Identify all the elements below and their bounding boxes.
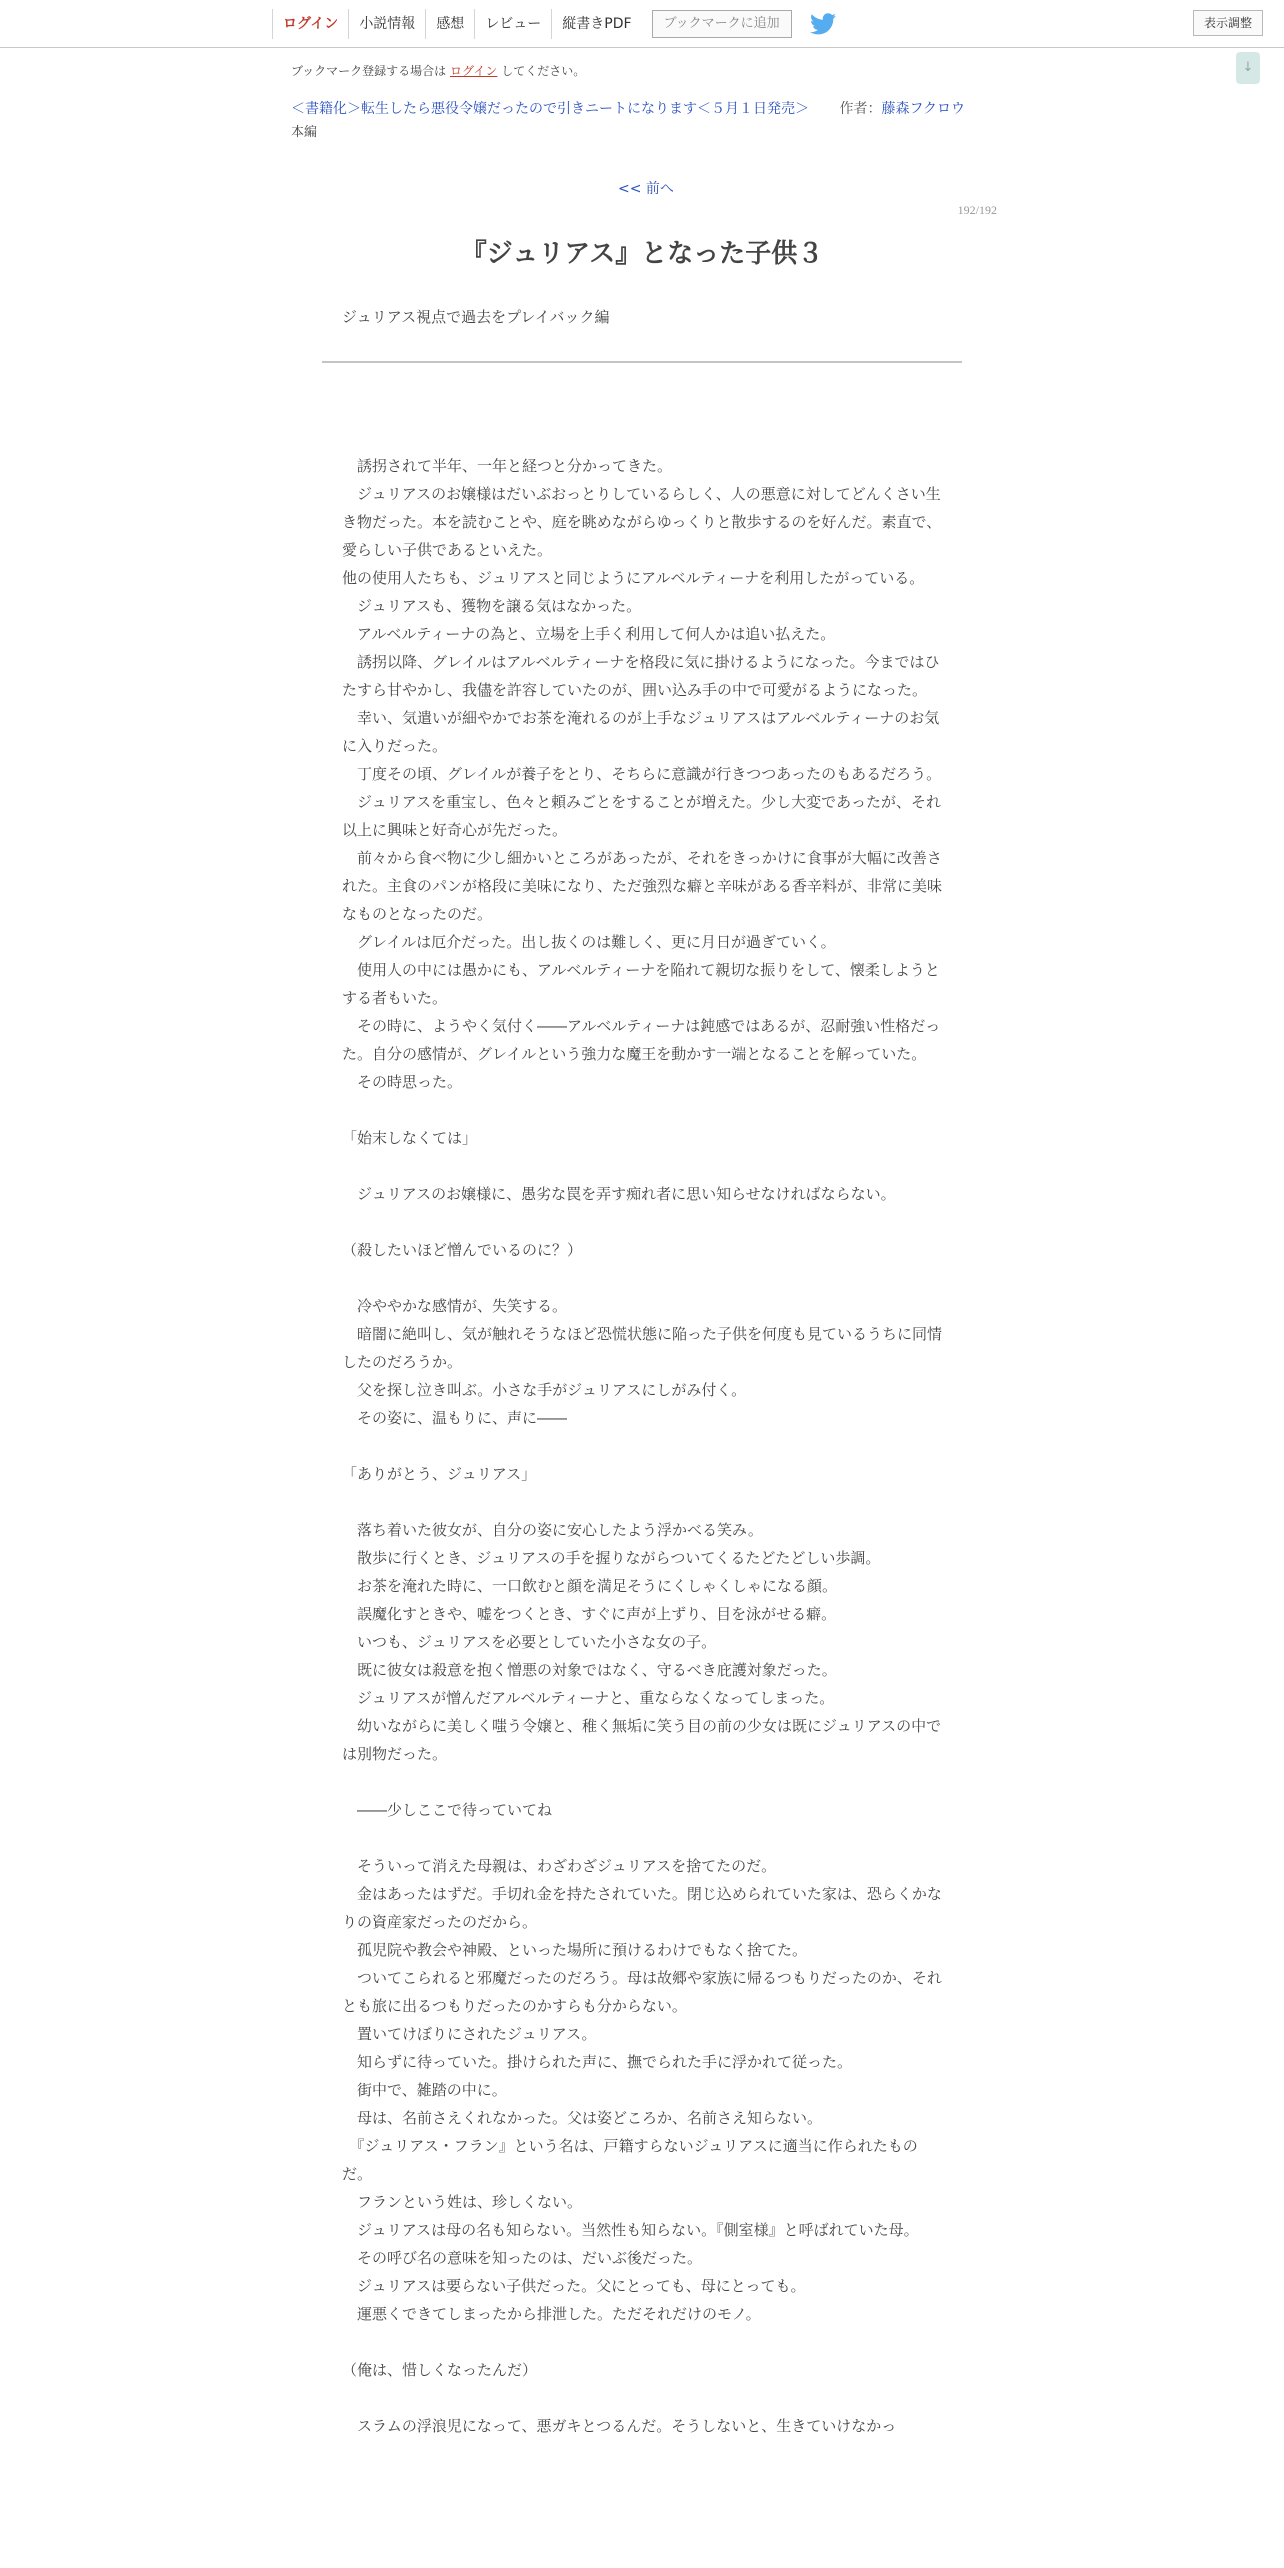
display-settings-button[interactable]: 表示調整 — [1193, 10, 1263, 36]
review-link[interactable]: レビュー — [474, 9, 551, 39]
novel-line: ジュリアスは要らない子供だった。父にとっても、母にとっても。 — [342, 2277, 806, 2295]
novel-line: フランという姓は、珍しくない。 — [342, 2193, 583, 2211]
novel-line — [342, 1208, 942, 1236]
novel-line — [342, 2384, 942, 2412]
novel-line: いつも、ジュリアスを必要としていた小さな女の子。 — [342, 1633, 717, 1651]
novel-line: 金はあったはずだ。手切れ金を持たされていた。閉じ込められていた家は、恐らくかなりの資産家だったのだから。 — [342, 1885, 942, 1931]
novel-line — [342, 2328, 942, 2356]
impressions-link[interactable]: 感想 — [425, 9, 474, 39]
novel-line: アルベルティーナの為と、立場を上手く利用して何人かは追い払えた。 — [342, 625, 836, 643]
novel-line: ジュリアスは母の名も知らない。当然性も知らない。『側室様』と呼ばれていた母。 — [342, 2221, 919, 2239]
novel-line: その時思った。 — [342, 1073, 463, 1091]
novel-line: 母は、名前さえくれなかった。父は姿どころか、名前さえ知らない。 — [342, 2109, 823, 2127]
novel-line: （殺したいほど憎んでいるのに？） — [342, 1241, 583, 1259]
main-nav — [272, 9, 836, 39]
novel-line: 『ジュリアス・フラン』という名は、戸籍すらないジュリアスに適当に作られたものだ。 — [342, 2137, 918, 2183]
novel-line: 前々から食べ物に少し細かいところがあったが、それをきっかけに食事が大幅に改善された。主食のパンが格段に美味になり、ただ強烈な癖と辛味がある香辛料が、非常に美味なものとなったのだ。 — [342, 849, 943, 923]
scroll-down-button[interactable]: ↓ — [1236, 52, 1260, 84]
author-label: 作者： — [839, 101, 882, 117]
novel-line: 「始末しなくては」 — [342, 1129, 478, 1147]
vertical-pdf-link[interactable]: 縦書きPDF — [551, 9, 641, 39]
novel-line: 置いてけぼりにされたジュリアス。 — [342, 2025, 597, 2043]
novel-line — [342, 1152, 942, 1180]
novel-line: スラムの浮浪児になって、悪ガキとつるんだ。そうしないと、生きていけなかっ — [342, 2417, 897, 2435]
novel-line — [342, 1824, 942, 1852]
novel-line: 他の使用人たちも、ジュリアスと同じようにアルベルティーナを利用したがっている。 — [342, 569, 925, 587]
novel-line: 散歩に行くとき、ジュリアスの手を握りながらついてくるたどたどしい歩調。 — [342, 1549, 881, 1567]
novel-line: 丁度その頃、グレイルが養子をとり、そちらに意識が行きつつあったのもあるだろう。 — [342, 765, 942, 783]
novel-line — [342, 1768, 942, 1796]
novel-line: 既に彼女は殺意を抱く憎悪の対象ではなく、守るべき庇護対象だった。 — [342, 1661, 837, 1679]
novel-line — [342, 1488, 942, 1516]
novel-line: （俺は、惜しくなったんだ） — [342, 2361, 538, 2379]
chapter-label: 本編 — [291, 125, 318, 140]
novel-line: 運悪くできてしまったから排泄した。ただそれだけのモノ。 — [342, 2305, 761, 2323]
novel-line: 誤魔化すときや、嘘をつくとき、すぐに声が上ずり、目を泳がせる癖。 — [342, 1605, 837, 1623]
novel-line: 暗闇に絶叫し、気が触れそうなほど恐慌状態に陥った子供を何度も見ているうちに同情したのだろうか。 — [342, 1325, 943, 1371]
novel-line: 幸い、気遣いが細やかでお茶を淹れるのが上手なジュリアスはアルベルティーナのお気に入りだった。 — [342, 709, 940, 755]
series-title-link[interactable]: ＜書籍化＞転生したら悪役令嬢だったので引きニートになります＜５月１日発売＞ — [291, 101, 809, 117]
novel-line: 幼いながらに美しく嗤う令嬢と、稚く無垢に笑う目の前の少女は既にジュリアスの中では別物だった。 — [342, 1717, 942, 1763]
novel-line: そういって消えた母親は、わざわざジュリアスを捨てたのだ。 — [342, 1857, 777, 1875]
novel-line: 使用人の中には愚かにも、アルベルティーナを陥れて親切な振りをして、懐柔しようとする者もいた。 — [342, 961, 940, 1007]
bookmark-login-note — [291, 62, 585, 79]
bookmark-note-suffix: してください。 — [501, 64, 586, 78]
novel-line: 父を探し泣き叫ぶ。小さな手がジュリアスにしがみ付く。 — [342, 1381, 747, 1399]
novel-body — [342, 452, 942, 2440]
novel-line: ジュリアスも、獲物を譲る気はなかった。 — [342, 597, 642, 615]
bookmark-note-prefix: ブックマーク登録する場合は — [291, 64, 447, 78]
preface-divider — [322, 361, 962, 363]
episode-title: 『ジュリアス』となった子供３ — [460, 239, 824, 269]
novel-line: ついてこられると邪魔だったのだろう。母は故郷や家族に帰るつもりだったのか、それとも旅に出るつもりだったのかすらも分からない。 — [342, 1969, 942, 2015]
novel-line: お茶を淹れた時に、一口飲むと顔を満足そうにくしゃくしゃになる顔。 — [342, 1577, 838, 1595]
novel-line: その呼び名の意味を知ったのは、だいぶ後だった。 — [342, 2249, 703, 2267]
novel-line: 誘拐以降、グレイルはアルベルティーナを格段に気に掛けるようになった。今まではひたすら甘やかし、我儘を許容していたのが、囲い込み手の中で可愛がるようになった。 — [342, 653, 940, 699]
novel-line: 「ありがとう、ジュリアス」 — [342, 1465, 537, 1483]
page-number: 192/192 — [957, 203, 997, 217]
author-link[interactable]: 藤森フクロウ — [881, 101, 966, 117]
novel-line: その姿に、温もりに、声に―― — [342, 1409, 568, 1427]
twitter-bird-icon[interactable] — [810, 13, 836, 35]
novel-line: ――少しここで待っていてね — [342, 1801, 553, 1819]
novel-line: ジュリアスのお嬢様に、愚劣な罠を弄す痴れ者に思い知らせなければならない。 — [342, 1185, 896, 1203]
add-bookmark-button[interactable]: ブックマークに追加 — [652, 10, 792, 38]
novel-line: ジュリアスのお嬢様はだいぶおっとりしているらしく、人の悪意に対してどんくさい生き物だった。本を読むことや、庭を眺めながらゆっくりと散歩するのを好んだ。素直で、愛らしい子供であるといえた。 — [342, 485, 942, 559]
novel-line: グレイルは厄介だった。出し抜くのは難しく、更に月日が過ぎていく。 — [342, 933, 836, 951]
novel-info-link[interactable]: 小説情報 — [348, 9, 425, 39]
top-nav-bar — [0, 0, 1284, 48]
novel-line: ジュリアスが憎んだアルベルティーナと、重ならなくなってしまった。 — [342, 1689, 835, 1707]
bookmark-note-login-link[interactable]: ログイン — [450, 64, 498, 78]
novel-line — [342, 1264, 942, 1292]
novel-line: ジュリアスを重宝し、色々と頼みごとをすることが増えた。少し大変であったが、それ以上に興味と好奇心が先だった。 — [342, 793, 941, 839]
novel-line — [342, 1432, 942, 1460]
novel-line: その時に、ようやく気付く――アルベルティーナは鈍感ではあるが、忍耐強い性格だった。自分の感情が、グレイルという強力な魔王を動かす一端となることを解っていた。 — [342, 1017, 941, 1063]
novel-line: 街中で、雑踏の中に。 — [342, 2081, 507, 2099]
novel-line: 知らずに待っていた。掛けられた声に、撫でられた手に浮かれて従った。 — [342, 2053, 853, 2071]
series-header — [291, 98, 965, 118]
novel-line: 誘拐されて半年、一年と経つと分かってきた。 — [342, 457, 673, 475]
login-link[interactable]: ログイン — [272, 9, 348, 39]
prev-page-link[interactable]: << 前へ — [618, 181, 674, 197]
novel-line: 冷ややかな感情が、失笑する。 — [342, 1297, 568, 1315]
novel-line — [342, 1096, 942, 1124]
novel-line: 孤児院や教会や神殿、といった場所に預けるわけでもなく捨てた。 — [342, 1941, 808, 1959]
novel-line: 落ち着いた彼女が、自分の姿に安心したよう浮かべる笑み。 — [342, 1521, 763, 1539]
episode-preface: ジュリアス視点で過去をプレイバック編 — [342, 308, 610, 326]
